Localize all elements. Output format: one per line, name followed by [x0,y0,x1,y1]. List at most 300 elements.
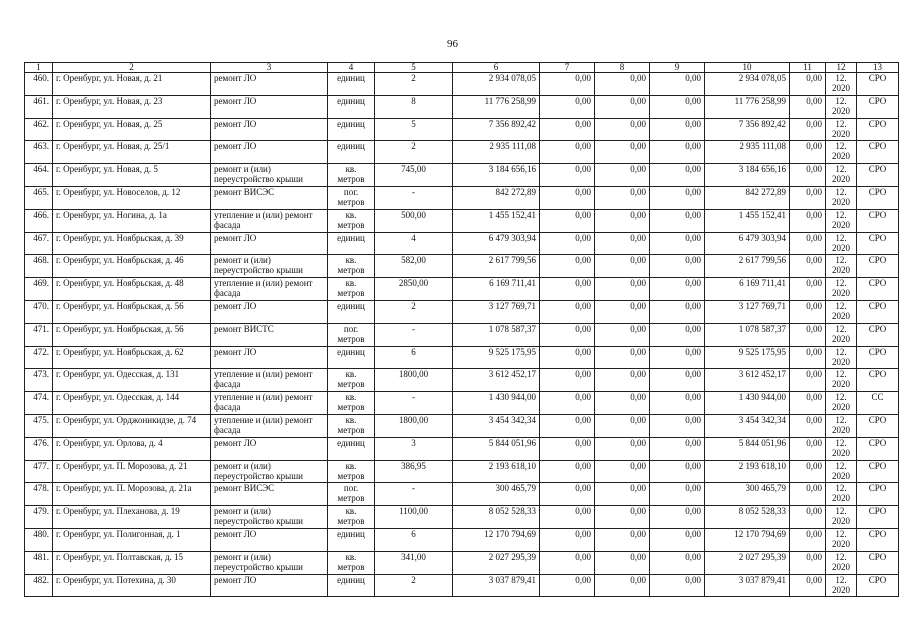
row-number: 468. [25,255,53,278]
organization-cell: СРО [857,232,899,255]
unit-cell: кв. метров [328,278,375,301]
column-header: 9 [650,63,705,73]
unit-cell: кв. метров [328,551,375,574]
volume-cell: 6 [375,528,453,551]
cost-cell: 0,00 [650,186,705,209]
address-cell: г. Оренбург, ул. Ногина, д. 1а [53,209,211,232]
completion-date-cell: 12. 2020 [826,506,857,529]
volume-cell: 2 [375,141,453,164]
total-cost-cell: 2 934 078,05 [453,73,540,96]
cost-cell: 0,00 [595,528,650,551]
cost-cell: 0,00 [595,574,650,597]
cost-cell: 1 430 944,00 [705,392,790,415]
column-header: 11 [790,63,826,73]
cost-cell: 0,00 [650,528,705,551]
cost-cell: 0,00 [595,300,650,323]
volume-cell: 341,00 [375,551,453,574]
row-number: 472. [25,346,53,369]
unit-cell: единиц [328,528,375,551]
cost-cell: 3 127 769,71 [705,300,790,323]
cost-cell: 0,00 [595,369,650,392]
cost-cell: 0,00 [595,232,650,255]
column-header: 13 [857,63,899,73]
organization-cell: СРО [857,141,899,164]
row-number: 467. [25,232,53,255]
address-cell: г. Оренбург, ул. Ноябрьская, д. 62 [53,346,211,369]
row-number: 477. [25,460,53,483]
address-cell: г. Оренбург, ул. Ноябрьская, д. 39 [53,232,211,255]
organization-cell: СРО [857,323,899,346]
cost-cell: 2 193 618,10 [705,460,790,483]
work-type-cell: ремонт ВИСЭС [211,186,328,209]
address-cell: г. Оренбург, ул. Новая, д. 25 [53,118,211,141]
column-header: 2 [53,63,211,73]
cost-cell: 3 612 452,17 [705,369,790,392]
cost-cell: 0,00 [790,437,826,460]
cost-cell: 0,00 [540,323,595,346]
cost-cell: 0,00 [790,186,826,209]
table-row [25,346,899,369]
table-row [25,574,899,597]
cost-cell: 0,00 [595,141,650,164]
cost-cell: 6 479 303,94 [705,232,790,255]
cost-cell: 0,00 [540,483,595,506]
total-cost-cell: 300 465,79 [453,483,540,506]
address-cell: г. Оренбург, ул. Ноябрьская, д. 56 [53,300,211,323]
volume-cell: 2 [375,574,453,597]
address-cell: г. Оренбург, ул. Новая, д. 21 [53,73,211,96]
row-number: 462. [25,118,53,141]
cost-cell: 7 356 892,42 [705,118,790,141]
organization-cell: СРО [857,460,899,483]
table-row [25,414,899,437]
cost-cell: 0,00 [595,164,650,187]
total-cost-cell: 3 184 656,16 [453,164,540,187]
row-number: 469. [25,278,53,301]
column-header: 10 [705,63,790,73]
cost-cell: 0,00 [595,255,650,278]
column-header: 12 [826,63,857,73]
cost-cell: 0,00 [595,186,650,209]
row-number: 482. [25,574,53,597]
total-cost-cell: 1 455 152,41 [453,209,540,232]
work-type-cell: утепление и (или) ремонт фасада [211,369,328,392]
cost-cell: 0,00 [650,141,705,164]
cost-cell: 0,00 [595,506,650,529]
address-cell: г. Оренбург, ул. Орджоникидзе, д. 74 [53,414,211,437]
work-type-cell: ремонт и (или) переустройство крыши [211,551,328,574]
unit-cell: кв. метров [328,414,375,437]
cost-cell: 0,00 [540,551,595,574]
volume-cell: 5 [375,118,453,141]
cost-cell: 0,00 [650,323,705,346]
unit-cell: единиц [328,346,375,369]
unit-cell: пог. метров [328,323,375,346]
cost-cell: 0,00 [540,437,595,460]
cost-cell: 0,00 [650,460,705,483]
volume-cell: 6 [375,346,453,369]
total-cost-cell: 5 844 051,96 [453,437,540,460]
cost-cell: 0,00 [790,528,826,551]
cost-cell: 0,00 [790,95,826,118]
completion-date-cell: 12. 2020 [826,209,857,232]
unit-cell: единиц [328,73,375,96]
completion-date-cell: 12. 2020 [826,255,857,278]
volume-cell: 582,00 [375,255,453,278]
cost-cell: 0,00 [650,392,705,415]
total-cost-cell: 842 272,89 [453,186,540,209]
cost-cell: 0,00 [540,392,595,415]
total-cost-cell: 2 935 111,08 [453,141,540,164]
total-cost-cell: 2 617 799,56 [453,255,540,278]
organization-cell: СРО [857,209,899,232]
total-cost-cell: 2 027 295,39 [453,551,540,574]
column-header: 6 [453,63,540,73]
total-cost-cell: 3 127 769,71 [453,300,540,323]
cost-cell: 0,00 [595,437,650,460]
volume-cell: 2 [375,300,453,323]
work-type-cell: ремонт ЛО [211,118,328,141]
column-header: 4 [328,63,375,73]
completion-date-cell: 12. 2020 [826,118,857,141]
table-row [25,528,899,551]
total-cost-cell: 11 776 258,99 [453,95,540,118]
cost-cell: 0,00 [790,392,826,415]
address-cell: г. Оренбург, ул. Новая, д. 5 [53,164,211,187]
row-number: 473. [25,369,53,392]
address-cell: г. Оренбург, ул. Ноябрьская, д. 48 [53,278,211,301]
volume-cell: - [375,323,453,346]
cost-cell: 0,00 [595,414,650,437]
completion-date-cell: 12. 2020 [826,460,857,483]
cost-cell: 0,00 [540,141,595,164]
completion-date-cell: 12. 2020 [826,73,857,96]
cost-cell: 0,00 [595,392,650,415]
cost-cell: 0,00 [540,186,595,209]
work-type-cell: утепление и (или) ремонт фасада [211,392,328,415]
cost-cell: 0,00 [790,506,826,529]
repair-program-table [24,62,899,597]
volume-cell: 2850,00 [375,278,453,301]
table-row [25,73,899,96]
cost-cell: 0,00 [595,73,650,96]
organization-cell: СРО [857,164,899,187]
table-row [25,323,899,346]
table-row [25,300,899,323]
address-cell: г. Оренбург, ул. Ноябрьская, д. 56 [53,323,211,346]
column-header: 5 [375,63,453,73]
cost-cell: 9 525 175,95 [705,346,790,369]
cost-cell: 0,00 [540,255,595,278]
organization-cell: СРО [857,118,899,141]
cost-cell: 0,00 [790,551,826,574]
cost-cell: 0,00 [595,460,650,483]
column-header: 1 [25,63,53,73]
unit-cell: единиц [328,574,375,597]
row-number: 470. [25,300,53,323]
address-cell: г. Оренбург, ул. Полтавская, д. 15 [53,551,211,574]
unit-cell: единиц [328,300,375,323]
cost-cell: 0,00 [595,346,650,369]
address-cell: г. Оренбург, ул. Одесская, д. 131 [53,369,211,392]
cost-cell: 1 455 152,41 [705,209,790,232]
work-type-cell: ремонт ЛО [211,574,328,597]
cost-cell: 842 272,89 [705,186,790,209]
volume-cell: 4 [375,232,453,255]
unit-cell: кв. метров [328,255,375,278]
cost-cell: 11 776 258,99 [705,95,790,118]
volume-cell: 386,95 [375,460,453,483]
completion-date-cell: 12. 2020 [826,186,857,209]
organization-cell: СРО [857,255,899,278]
cost-cell: 0,00 [650,209,705,232]
cost-cell: 0,00 [790,300,826,323]
cost-cell: 0,00 [540,118,595,141]
volume-cell: - [375,392,453,415]
cost-cell: 0,00 [790,414,826,437]
total-cost-cell: 1 078 587,37 [453,323,540,346]
cost-cell: 0,00 [595,209,650,232]
table-row [25,437,899,460]
organization-cell: СРО [857,186,899,209]
cost-cell: 300 465,79 [705,483,790,506]
cost-cell: 0,00 [650,232,705,255]
completion-date-cell: 12. 2020 [826,164,857,187]
volume-cell: - [375,186,453,209]
work-type-cell: ремонт ВИСЭС [211,483,328,506]
cost-cell: 0,00 [540,574,595,597]
organization-cell: СРО [857,506,899,529]
cost-cell: 0,00 [650,551,705,574]
work-type-cell: ремонт ВИСТС [211,323,328,346]
cost-cell: 0,00 [540,300,595,323]
cost-cell: 0,00 [540,95,595,118]
total-cost-cell: 3 037 879,41 [453,574,540,597]
table-row [25,483,899,506]
organization-cell: СРО [857,346,899,369]
table-row [25,460,899,483]
cost-cell: 0,00 [650,574,705,597]
cost-cell: 0,00 [790,369,826,392]
completion-date-cell: 12. 2020 [826,346,857,369]
organization-cell: СРО [857,414,899,437]
completion-date-cell: 12. 2020 [826,392,857,415]
cost-cell: 0,00 [540,164,595,187]
unit-cell: пог. метров [328,186,375,209]
cost-cell: 5 844 051,96 [705,437,790,460]
table-body [25,73,899,597]
column-header: 3 [211,63,328,73]
address-cell: г. Оренбург, ул. Орлова, д. 4 [53,437,211,460]
row-number: 466. [25,209,53,232]
organization-cell: СРО [857,551,899,574]
cost-cell: 0,00 [595,95,650,118]
volume-cell: 500,00 [375,209,453,232]
cost-cell: 0,00 [790,483,826,506]
address-cell: г. Оренбург, ул. Новая, д. 23 [53,95,211,118]
cost-cell: 0,00 [650,414,705,437]
cost-cell: 0,00 [790,323,826,346]
cost-cell: 0,00 [790,164,826,187]
table-row [25,186,899,209]
cost-cell: 0,00 [790,118,826,141]
work-type-cell: ремонт и (или) переустройство крыши [211,460,328,483]
address-cell: г. Оренбург, ул. Новая, д. 25/1 [53,141,211,164]
cost-cell: 0,00 [540,369,595,392]
table-row [25,232,899,255]
work-type-cell: ремонт ЛО [211,300,328,323]
organization-cell: СРО [857,437,899,460]
row-number: 474. [25,392,53,415]
unit-cell: кв. метров [328,209,375,232]
unit-cell: единиц [328,437,375,460]
row-number: 479. [25,506,53,529]
cost-cell: 0,00 [790,278,826,301]
cost-cell: 0,00 [650,437,705,460]
completion-date-cell: 12. 2020 [826,483,857,506]
completion-date-cell: 12. 2020 [826,300,857,323]
cost-cell: 0,00 [540,460,595,483]
cost-cell: 0,00 [540,73,595,96]
completion-date-cell: 12. 2020 [826,414,857,437]
unit-cell: кв. метров [328,164,375,187]
unit-cell: кв. метров [328,369,375,392]
cost-cell: 0,00 [790,73,826,96]
address-cell: г. Оренбург, ул. Одесская, д. 144 [53,392,211,415]
total-cost-cell: 8 052 528,33 [453,506,540,529]
work-type-cell: ремонт ЛО [211,528,328,551]
total-cost-cell: 6 169 711,41 [453,278,540,301]
row-number: 475. [25,414,53,437]
cost-cell: 0,00 [595,323,650,346]
organization-cell: СРО [857,95,899,118]
cost-cell: 1 078 587,37 [705,323,790,346]
table-row [25,255,899,278]
work-type-cell: ремонт и (или) переустройство крыши [211,164,328,187]
cost-cell: 2 934 078,05 [705,73,790,96]
volume-cell: 745,00 [375,164,453,187]
total-cost-cell: 7 356 892,42 [453,118,540,141]
work-type-cell: ремонт ЛО [211,95,328,118]
cost-cell: 0,00 [540,414,595,437]
row-number: 465. [25,186,53,209]
completion-date-cell: 12. 2020 [826,141,857,164]
cost-cell: 2 617 799,56 [705,255,790,278]
work-type-cell: ремонт и (или) переустройство крыши [211,506,328,529]
cost-cell: 0,00 [540,506,595,529]
table-row [25,95,899,118]
work-type-cell: ремонт ЛО [211,437,328,460]
row-number: 480. [25,528,53,551]
total-cost-cell: 2 193 618,10 [453,460,540,483]
cost-cell: 0,00 [650,369,705,392]
cost-cell: 3 454 342,34 [705,414,790,437]
organization-cell: СРО [857,528,899,551]
work-type-cell: ремонт ЛО [211,346,328,369]
organization-cell: СРО [857,300,899,323]
cost-cell: 0,00 [650,73,705,96]
work-type-cell: ремонт ЛО [211,232,328,255]
volume-cell: 1800,00 [375,369,453,392]
table-row [25,209,899,232]
cost-cell: 3 184 656,16 [705,164,790,187]
organization-cell: СРО [857,278,899,301]
unit-cell: единиц [328,118,375,141]
row-number: 478. [25,483,53,506]
table-row [25,551,899,574]
cost-cell: 0,00 [790,141,826,164]
address-cell: г. Оренбург, ул. П. Морозова, д. 21 [53,460,211,483]
completion-date-cell: 12. 2020 [826,369,857,392]
cost-cell: 3 037 879,41 [705,574,790,597]
address-cell: г. Оренбург, ул. Новоселов, д. 12 [53,186,211,209]
address-cell: г. Оренбург, ул. Плеханова, д. 19 [53,506,211,529]
row-number: 471. [25,323,53,346]
cost-cell: 8 052 528,33 [705,506,790,529]
cost-cell: 0,00 [790,346,826,369]
cost-cell: 0,00 [650,95,705,118]
cost-cell: 0,00 [595,278,650,301]
cost-cell: 0,00 [790,574,826,597]
cost-cell: 0,00 [790,255,826,278]
table-row [25,118,899,141]
row-number: 481. [25,551,53,574]
cost-cell: 0,00 [790,209,826,232]
cost-cell: 0,00 [650,255,705,278]
cost-cell: 0,00 [540,232,595,255]
column-header: 8 [595,63,650,73]
row-number: 476. [25,437,53,460]
row-number: 461. [25,95,53,118]
volume-cell: 2 [375,73,453,96]
unit-cell: кв. метров [328,392,375,415]
cost-cell: 0,00 [540,209,595,232]
organization-cell: СРО [857,574,899,597]
address-cell: г. Оренбург, ул. П. Морозова, д. 21а [53,483,211,506]
cost-cell: 0,00 [650,506,705,529]
volume-cell: 1100,00 [375,506,453,529]
volume-cell: - [375,483,453,506]
row-number: 463. [25,141,53,164]
total-cost-cell: 3 612 452,17 [453,369,540,392]
total-cost-cell: 9 525 175,95 [453,346,540,369]
unit-cell: кв. метров [328,506,375,529]
cost-cell: 2 935 111,08 [705,141,790,164]
cost-cell: 0,00 [595,118,650,141]
completion-date-cell: 12. 2020 [826,232,857,255]
table-row [25,141,899,164]
table-row [25,369,899,392]
table-row [25,392,899,415]
completion-date-cell: 12. 2020 [826,95,857,118]
total-cost-cell: 12 170 794,69 [453,528,540,551]
page-number: 96 [447,38,458,50]
cost-cell: 0,00 [790,232,826,255]
cost-cell: 0,00 [595,483,650,506]
work-type-cell: ремонт ЛО [211,141,328,164]
cost-cell: 2 027 295,39 [705,551,790,574]
cost-cell: 0,00 [650,300,705,323]
cost-cell: 0,00 [650,164,705,187]
unit-cell: пог. метров [328,483,375,506]
completion-date-cell: 12. 2020 [826,278,857,301]
address-cell: г. Оренбург, ул. Ноябрьская, д. 46 [53,255,211,278]
work-type-cell: утепление и (или) ремонт фасада [211,278,328,301]
column-header: 7 [540,63,595,73]
total-cost-cell: 1 430 944,00 [453,392,540,415]
table-row [25,278,899,301]
total-cost-cell: 3 454 342,34 [453,414,540,437]
